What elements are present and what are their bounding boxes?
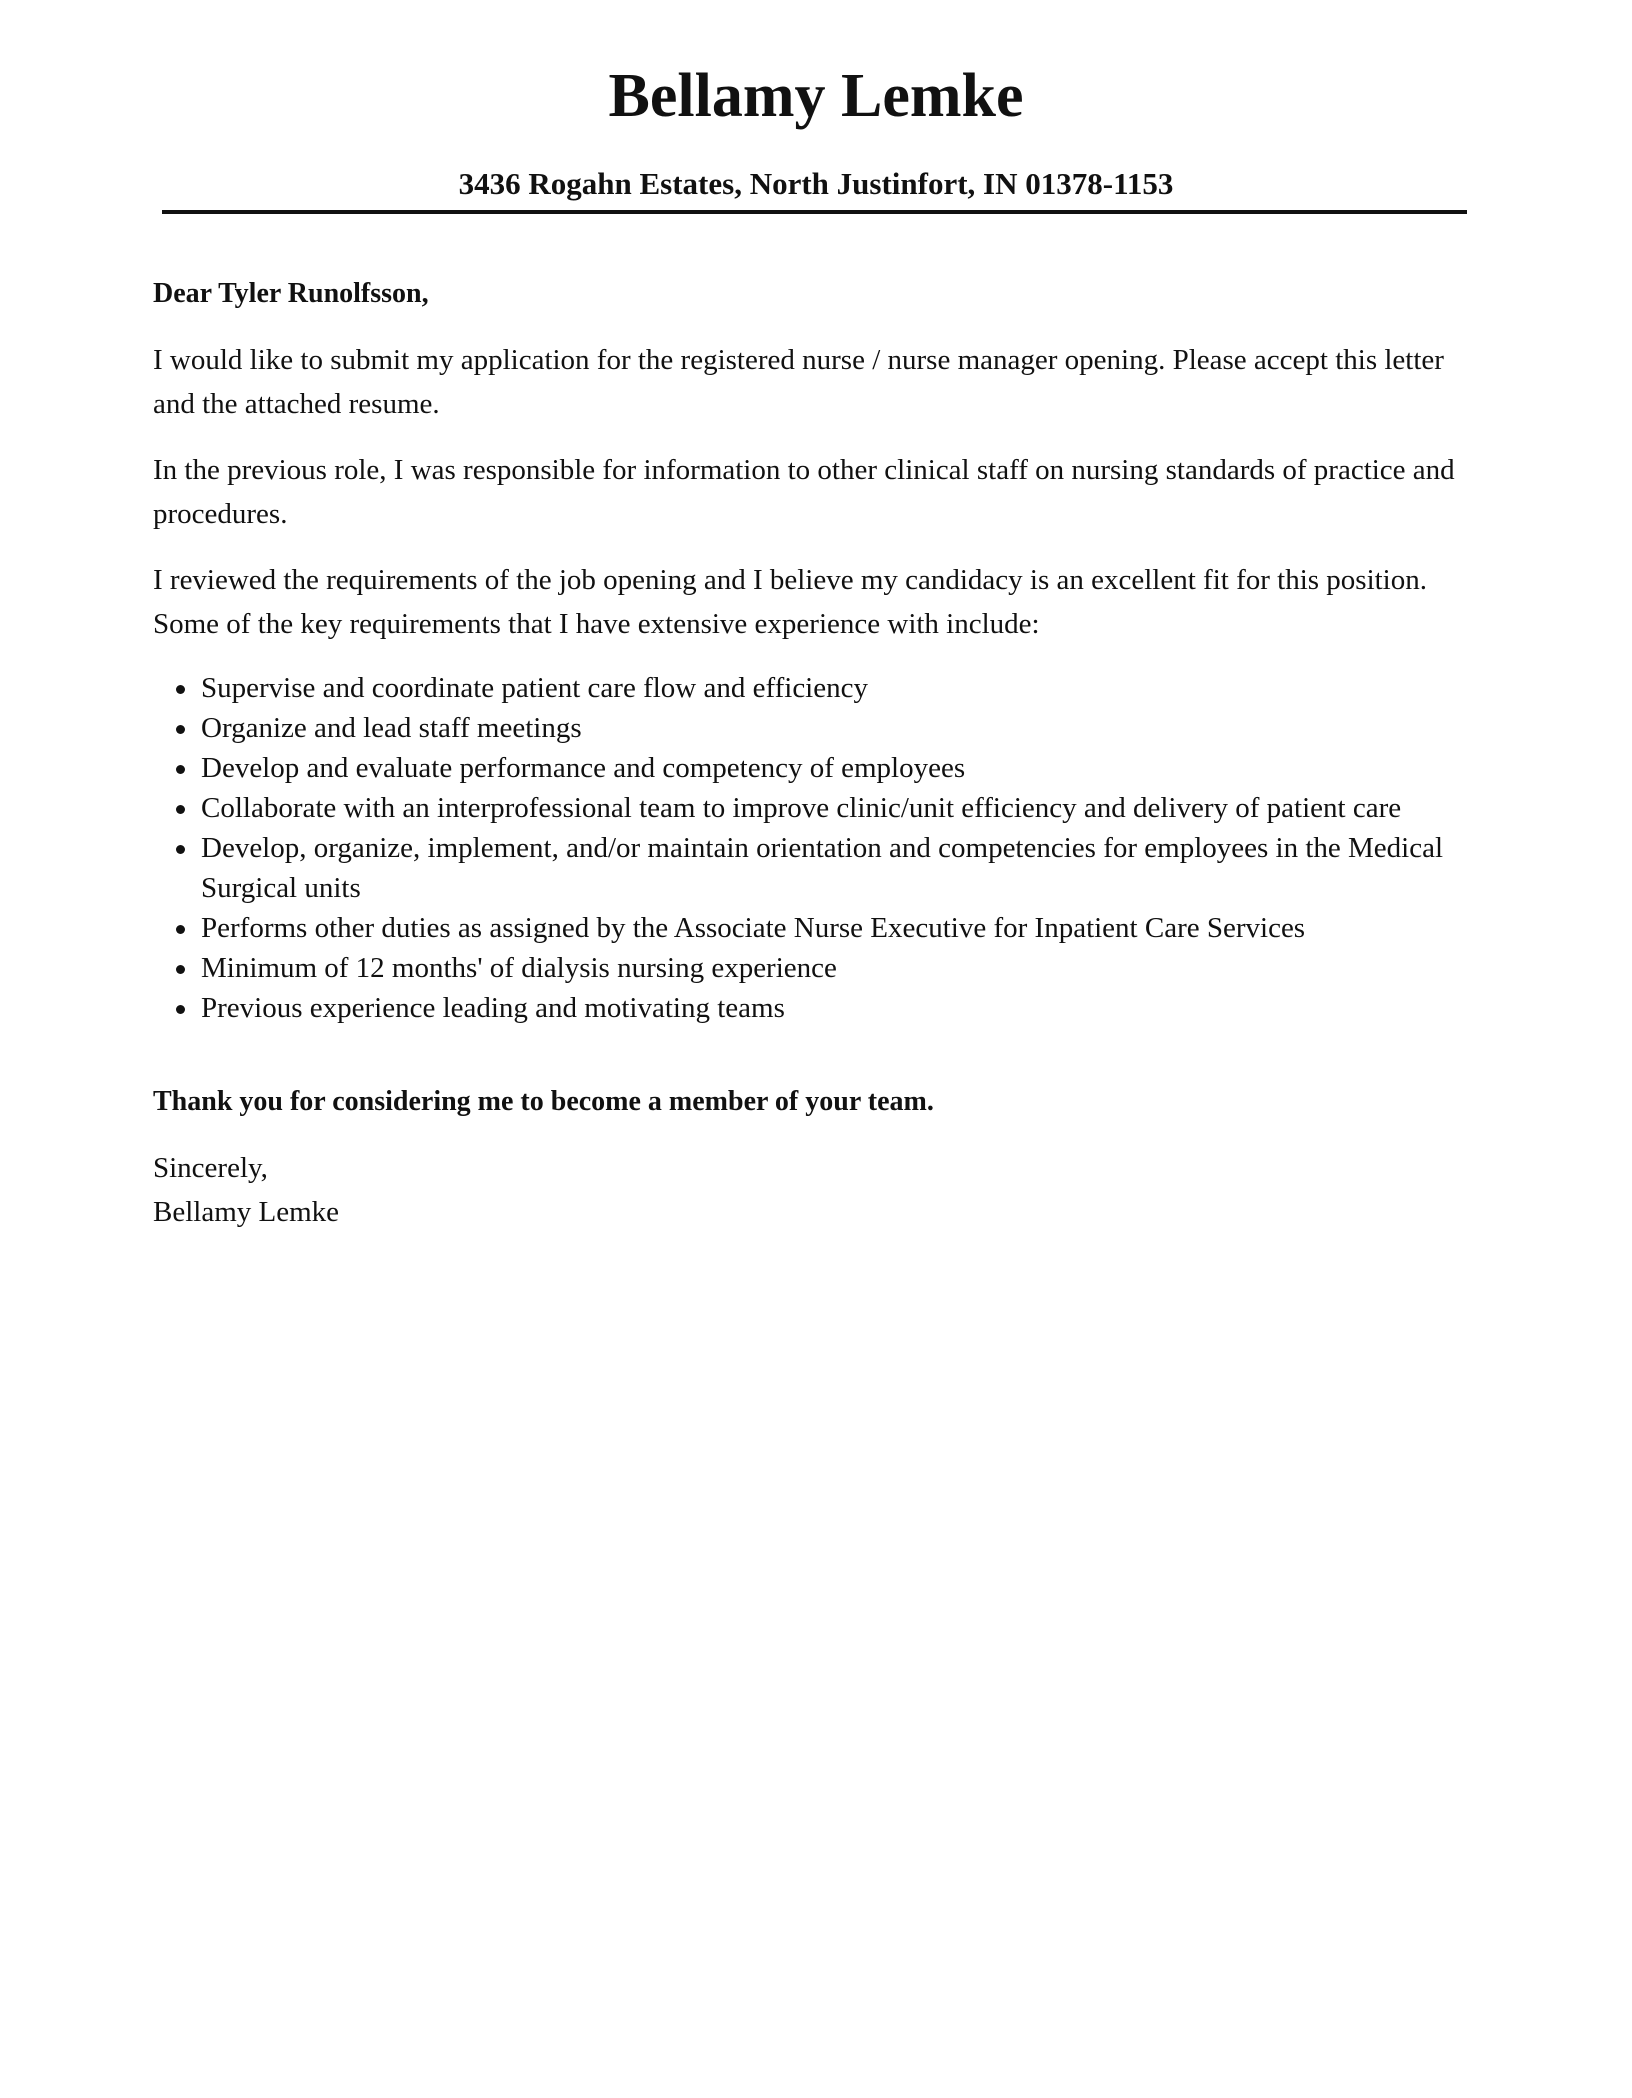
paragraph-application: I would like to submit my application for the registered nurse / nurse manager opening. Please accept this letter and the attached resume. [153, 344, 1444, 420]
list-item [153, 948, 1493, 988]
bullet-icon [176, 765, 185, 774]
list-item [153, 828, 1493, 908]
closing-line: Thank you for considering me to become a member of your team. [153, 1086, 934, 1117]
list-item [153, 988, 1493, 1028]
bullet-icon [176, 845, 185, 854]
list-item-text: Minimum of 12 months' of dialysis nursing experience [201, 952, 837, 984]
signature-name: Bellamy Lemke [153, 1196, 340, 1228]
header-divider [162, 210, 1467, 214]
bullet-icon [176, 805, 185, 814]
list-item-text: Previous experience leading and motivating teams [201, 992, 785, 1024]
list-item-text: Organize and lead staff meetings [201, 712, 582, 744]
letter-body [153, 272, 1493, 1234]
sender-address: 3436 Rogahn Estates, North Justinfort, IN 01378-1153 [458, 166, 1174, 201]
list-item-text: Supervise and coordinate patient care flow and efficiency [201, 672, 868, 704]
bullet-icon [176, 1005, 185, 1014]
bullet-icon [176, 725, 185, 734]
signoff: Sincerely, [153, 1152, 268, 1184]
bullet-icon [176, 685, 185, 694]
list-item [153, 668, 1493, 708]
list-item-text: Performs other duties as assigned by the Associate Nurse Executive for Inpatient Care Services [201, 912, 1306, 944]
list-item [153, 748, 1493, 788]
sender-name: Bellamy Lemke [608, 62, 1024, 130]
list-item [153, 788, 1493, 828]
paragraph-requirements-intro: I reviewed the requirements of the job opening and I believe my candidacy is an excellent fit for this position. Some of the key requirements that I have extensive experience with include: [153, 564, 1427, 640]
list-item-text: Develop, organize, implement, and/or maintain orientation and competencies for employees in the Medical Surgical units [201, 832, 1444, 904]
bullet-icon [176, 965, 185, 974]
list-item [153, 908, 1493, 948]
list-item-text: Develop and evaluate performance and competency of employees [201, 752, 966, 784]
list-item-text: Collaborate with an interprofessional team to improve clinic/unit efficiency and delivery of patient care [201, 792, 1402, 824]
letter-header [0, 56, 1632, 136]
salutation: Dear Tyler Runolfsson, [153, 278, 429, 309]
list-item [153, 708, 1493, 748]
bullet-icon [176, 925, 185, 934]
requirements-list [153, 668, 1493, 1028]
paragraph-previous-role: In the previous role, I was responsible for information to other clinical staff on nursing standards of practice and procedures. [153, 454, 1455, 530]
